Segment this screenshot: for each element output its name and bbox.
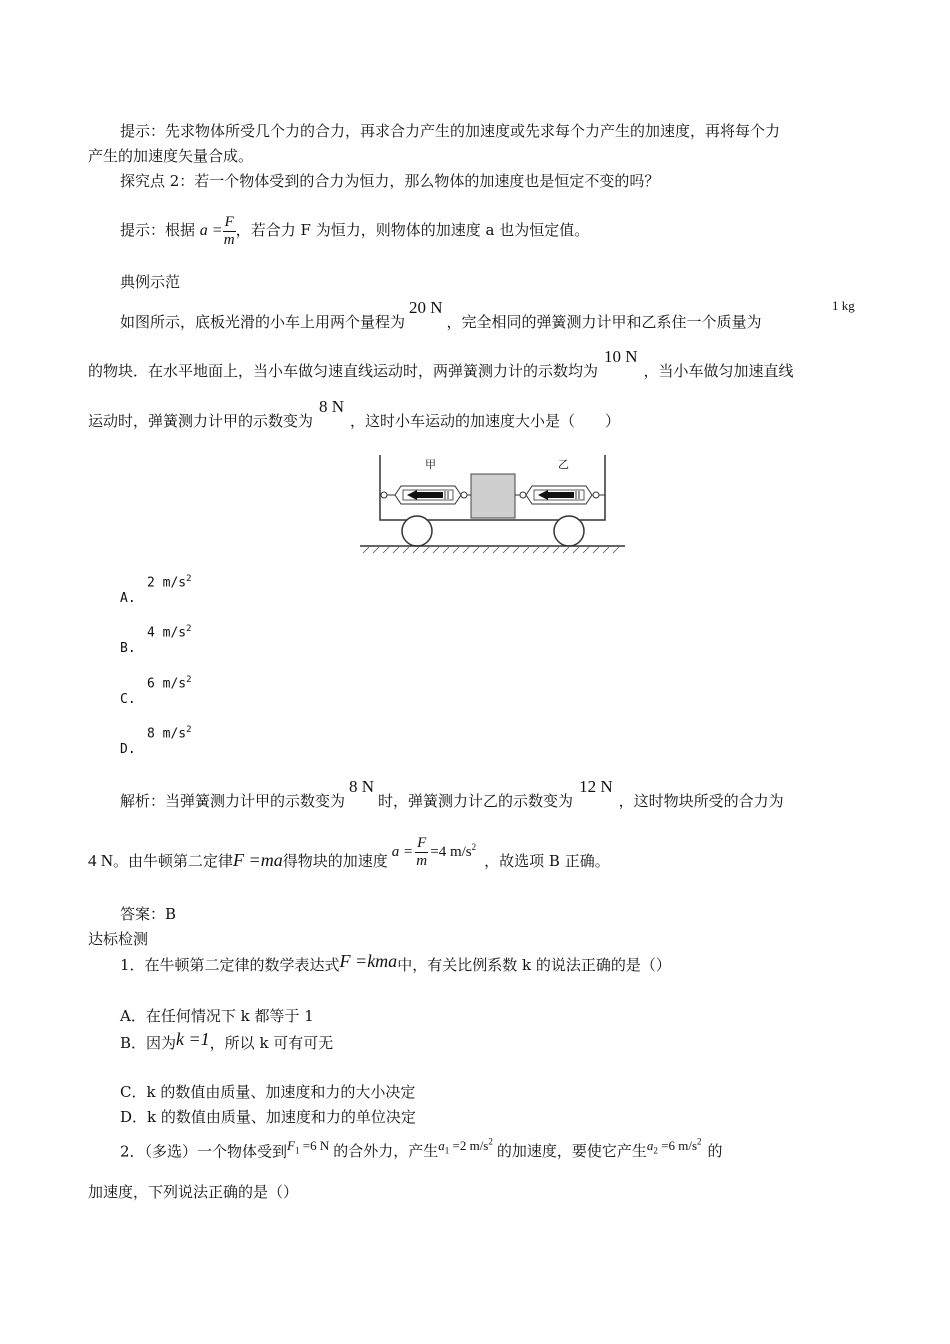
option-d-value: 8 $m/s^2$ <box>147 725 192 742</box>
solution-newton-eq: F =ma <box>233 850 283 870</box>
q2-accel-1: $a_1 =2$ $m/s^2$ <box>438 1137 493 1156</box>
example-line-2-text-b: ，当小车做匀加速直线 <box>643 362 794 380</box>
option-b-letter: B. <box>120 641 136 656</box>
q1-equation: F =kma <box>339 951 398 971</box>
example-line-1-text-a: 如图所示，底板光滑的小车上用两个量程为 <box>120 313 406 331</box>
example-heading: 典例示范 <box>120 273 181 291</box>
example-line-3-text-b: ，这时小车运动的加速度大小是（ ） <box>350 412 621 430</box>
solution-text-c: ，这时物块所受的合力为 <box>618 792 784 810</box>
hint-2 <box>120 212 589 249</box>
hint-2-fraction <box>223 214 236 249</box>
range-20n: 20 N <box>409 298 443 317</box>
hint-2-numerator: F <box>224 213 234 230</box>
q2-text-c: 的加速度，要使它产生 <box>496 1142 647 1161</box>
explore-point-2: 探究点 2：若一个物体受到的合力为恒力，那么物体的加速度也是恒定不变的吗？ <box>120 172 660 190</box>
spring-scale-yi <box>515 486 605 504</box>
ground <box>360 546 625 553</box>
q1-option-b-text-b: ，所以 k 可有可无 <box>209 1034 334 1052</box>
hint-2-denominator: m <box>223 231 235 248</box>
q2-text-d: 的 <box>707 1142 723 1161</box>
q1-option-d[interactable]: D．k 的数值由质量、加速度和力的单位决定 <box>120 1108 416 1126</box>
label-jia: 甲 <box>425 458 436 471</box>
solution-8n: 8 N <box>349 777 375 796</box>
solution-12n: 12 N <box>579 777 613 796</box>
example-line-2-text-a: 的物块．在水平地面上，当小车做匀速直线运动时，两弹簧测力计的示数均为 <box>88 362 599 380</box>
hint-1-line-1: 提示：先求物体所受几个力的合力，再求合力产生的加速度或先求每个力产生的加速度，再将每个力 <box>120 122 781 140</box>
label-yi: 乙 <box>558 458 569 471</box>
option-a-letter: A. <box>120 591 136 606</box>
answer: 答案：B <box>120 905 177 923</box>
mass-1kg: 1 kg <box>832 298 855 313</box>
q1-option-a[interactable]: A．在任何情况下 k 都等于 1 <box>120 1007 314 1025</box>
solution-line-1 <box>120 777 784 811</box>
question-2-line-2: 加速度，下列说法正确的是（） <box>88 1183 299 1201</box>
block <box>471 474 515 518</box>
hint-2-prefix: 提示：根据 <box>120 221 196 239</box>
question-1 <box>120 951 671 975</box>
q1-option-b-text-a: B．因为 <box>120 1034 177 1052</box>
reading-8n: 8 N <box>319 397 345 416</box>
q1-text-b: 中，有关比例系数 k 的说法正确的是（） <box>397 956 671 974</box>
solution-4n: 4 N <box>88 851 114 870</box>
q2-force: $F_1 =6$ N <box>287 1138 330 1156</box>
q1-option-b[interactable] <box>120 1029 334 1053</box>
q1-option-c[interactable]: C．k 的数值由质量、加速度和力的大小决定 <box>120 1083 416 1101</box>
q2-text-b: 的合外力，产生 <box>333 1142 439 1161</box>
example-line-2 <box>88 347 794 381</box>
example-line-1-text-b: ，完全相同的弹簧测力计甲和乙系住一个质量为 <box>446 313 762 331</box>
option-b-value: 4 $m/s^2$ <box>147 624 192 641</box>
wheel-left <box>402 516 432 546</box>
spring-scale-jia <box>381 486 471 504</box>
example-line-3-text-a: 运动时，弹簧测力计甲的示数变为 <box>88 412 314 430</box>
example-line-1 <box>120 298 762 332</box>
hint-2-suffix: ，若合力 F 为恒力，则物体的加速度 a 也为恒定值。 <box>235 221 590 239</box>
solution-line-2 <box>88 834 610 882</box>
q2-text-a: 2．（多选）一个物体受到 <box>120 1142 288 1161</box>
solution-text-f: ，故选项 B 正确。 <box>484 852 610 870</box>
wheel-right <box>554 516 584 546</box>
option-c-value: 6 $m/s^2$ <box>147 675 192 692</box>
check-heading: 达标检测 <box>88 930 149 948</box>
solution-text-a: 解析：当弹簧测力计甲的示数变为 <box>120 792 346 810</box>
example-line-3 <box>88 397 621 431</box>
solution-text-d: 。由牛顿第二定律 <box>113 852 234 870</box>
q2-accel-2: $a_2 =6$ $m/s^2$ <box>646 1137 702 1156</box>
reading-10n: 10 N <box>604 347 638 366</box>
hint-2-eq-lhs: a = <box>199 222 223 239</box>
hint-1-line-2: 产生的加速度矢量合成。 <box>88 147 254 165</box>
solution-text-e: 得物块的加速度 <box>282 852 388 870</box>
q1-text-a: 1．在牛顿第二定律的数学表达式 <box>120 956 340 974</box>
option-d-letter: D. <box>120 742 136 757</box>
q1-option-b-eq: k =1 <box>176 1029 210 1049</box>
solution-accel-eq: a = $\frac{F}{m}$ =4 $m/s^2$ <box>391 834 477 869</box>
option-a-value: 2 $m/s^2$ <box>147 574 192 591</box>
option-c-letter: C. <box>120 692 136 707</box>
cart-figure <box>355 450 630 555</box>
question-2-line-1 <box>120 1138 723 1167</box>
solution-text-b: 时，弹簧测力计乙的示数变为 <box>378 792 574 810</box>
